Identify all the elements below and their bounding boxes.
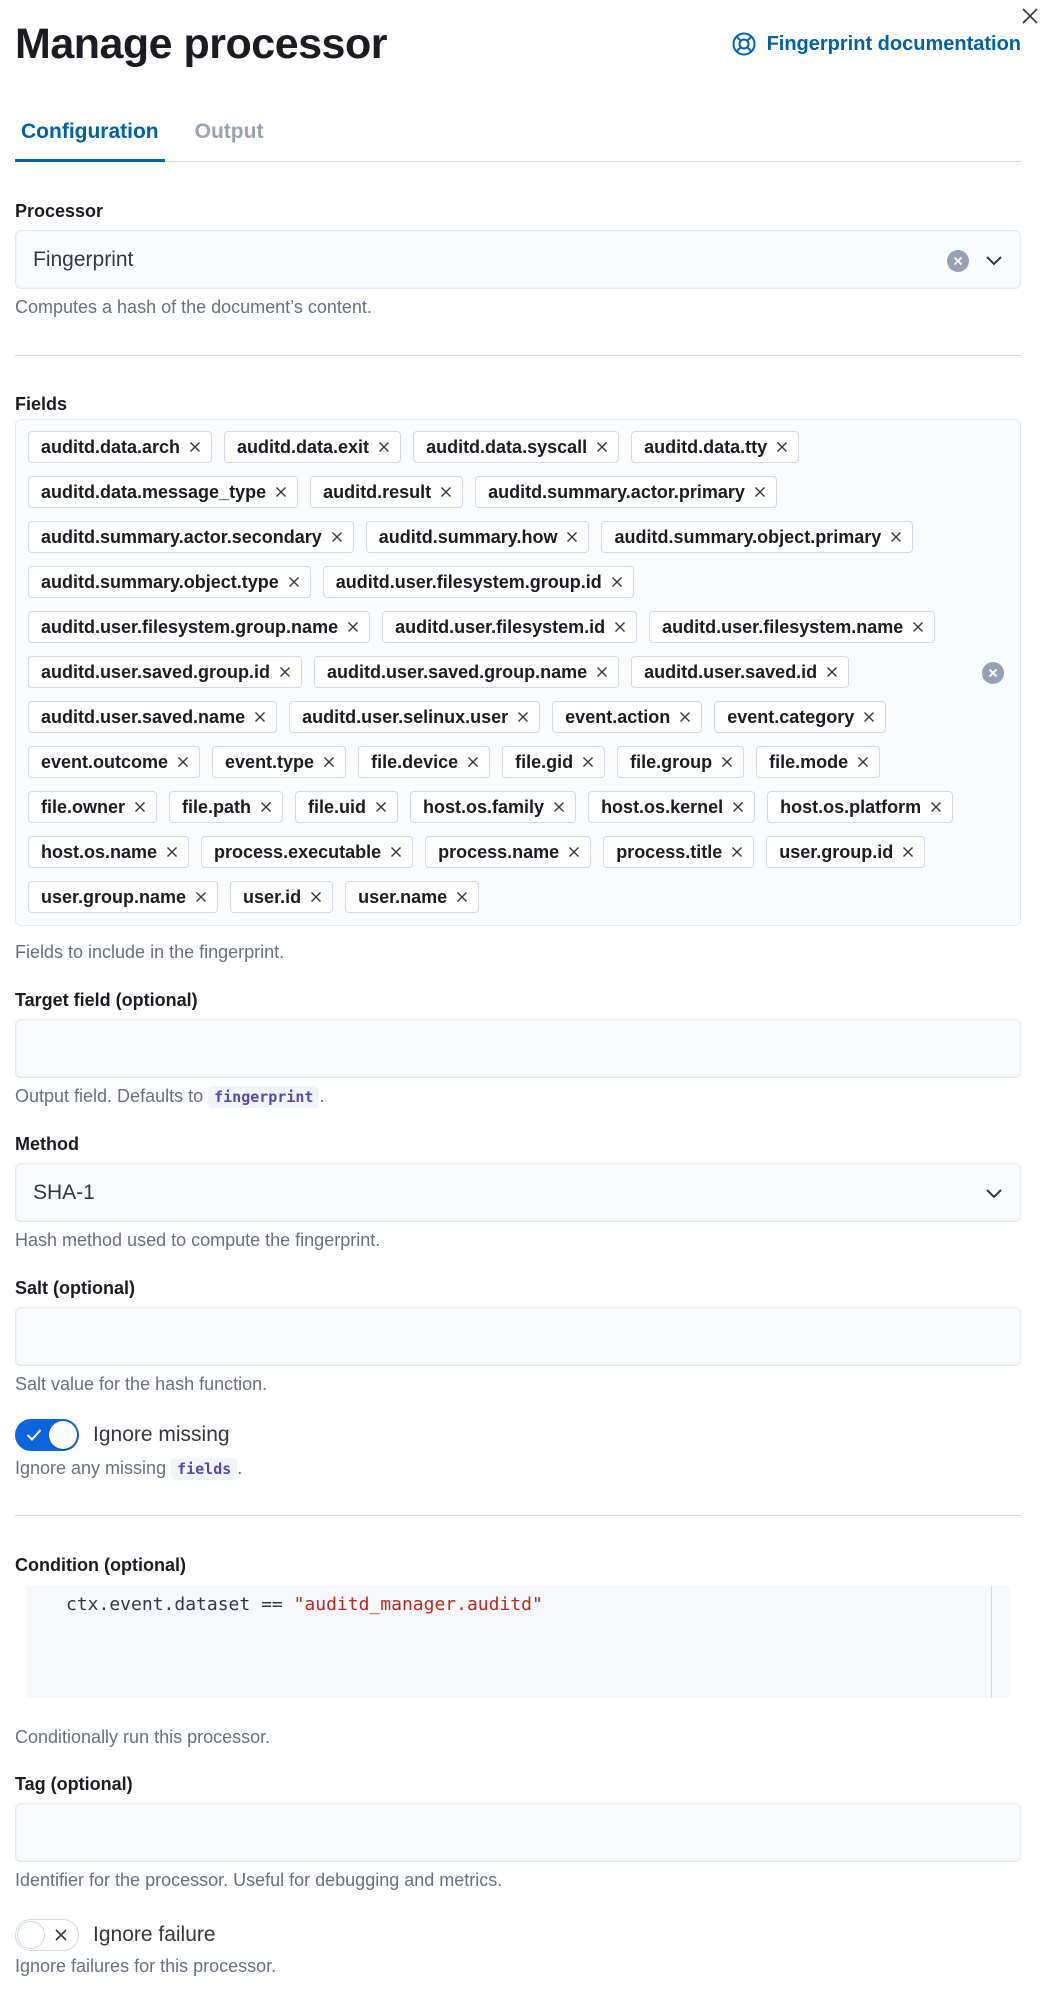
field-chip-label: auditd.user.filesystem.group.name (41, 616, 339, 637)
switch-knob (49, 1421, 77, 1449)
processor-label: Processor (15, 201, 104, 221)
ignore-failure-help-text: Ignore failures for this processor. (15, 1956, 277, 1976)
field-chip (212, 746, 346, 778)
field-chip-label: file.gid (515, 751, 574, 772)
remove-chip-icon[interactable] (375, 801, 387, 813)
remove-chip-icon[interactable] (347, 621, 359, 633)
remove-chip-icon[interactable] (260, 801, 272, 813)
field-chip-label: auditd.user.filesystem.id (395, 616, 606, 637)
field-chip (201, 836, 413, 868)
remove-chip-icon[interactable] (390, 846, 402, 858)
clear-icon (953, 256, 963, 266)
field-chip-label: event.action (565, 706, 671, 727)
field-chip (28, 656, 302, 688)
field-chip (649, 611, 935, 643)
remove-chip-icon[interactable] (275, 486, 287, 498)
processor-select-value: Fingerprint (33, 248, 134, 271)
field-chip-label: user.group.id (779, 841, 894, 862)
field-chip (756, 746, 880, 778)
field-chip-label: auditd.data.arch (41, 436, 181, 457)
tab-configuration[interactable]: Configuration (15, 114, 165, 162)
fields-chip-list (28, 431, 968, 913)
fields-combobox[interactable] (15, 419, 1021, 926)
remove-chip-icon[interactable] (553, 801, 565, 813)
flyout-header (15, 14, 1021, 74)
ignore-missing-fields-code: fields (171, 1458, 237, 1480)
field-chip (766, 836, 925, 868)
switch-knob (17, 1921, 45, 1949)
method-help-text: Hash method used to compute the fingerprint. (15, 1230, 381, 1250)
fields-help-text: Fields to include in the fingerprint. (15, 942, 285, 962)
field-chip-label: file.mode (769, 751, 849, 772)
field-chip (169, 791, 283, 823)
field-chip (601, 521, 913, 553)
remove-chip-icon[interactable] (331, 531, 343, 543)
remove-chip-icon[interactable] (863, 711, 875, 723)
page-title: Manage processor (15, 19, 387, 68)
remove-chip-icon[interactable] (890, 531, 902, 543)
field-chip (382, 611, 637, 643)
remove-chip-icon[interactable] (254, 711, 266, 723)
remove-chip-icon[interactable] (189, 441, 201, 453)
remove-chip-icon[interactable] (596, 666, 608, 678)
field-chip (358, 746, 490, 778)
field-chip (295, 791, 398, 823)
remove-chip-icon[interactable] (310, 891, 322, 903)
remove-chip-icon[interactable] (378, 441, 390, 453)
section-divider (15, 1515, 1021, 1516)
remove-chip-icon[interactable] (582, 756, 594, 768)
salt-input[interactable] (15, 1307, 1021, 1366)
method-select-value: SHA-1 (33, 1181, 95, 1204)
remove-chip-icon[interactable] (721, 756, 733, 768)
tag-label: Tag (optional) (15, 1774, 133, 1794)
field-chip-label: auditd.data.tty (644, 436, 768, 457)
section-divider (15, 355, 1021, 356)
field-chip (28, 431, 212, 463)
field-chip-label: auditd.user.filesystem.group.id (335, 571, 602, 592)
field-chip-label: host.os.platform (780, 796, 922, 817)
target-field-help-prefix: Output field. Defaults to (15, 1086, 204, 1106)
field-chip-label: auditd.summary.actor.primary (488, 481, 745, 502)
target-field-help-text (15, 1086, 324, 1107)
field-chip (314, 656, 619, 688)
processor-help-text: Computes a hash of the document’s content. (15, 297, 372, 317)
ignore-missing-switch[interactable] (15, 1419, 79, 1451)
condition-label: Condition (optional) (15, 1555, 186, 1575)
method-label: Method (15, 1134, 79, 1154)
field-chip (425, 836, 591, 868)
remove-chip-icon[interactable] (596, 441, 608, 453)
ignore-failure-label: Ignore failure (93, 1923, 216, 1946)
field-chip-label: event.category (727, 706, 855, 727)
check-icon (26, 1428, 42, 1442)
field-chip-label: file.path (182, 796, 252, 817)
ignore-failure-switch[interactable] (15, 1919, 79, 1951)
field-chip-label: file.owner (41, 796, 126, 817)
close-icon (1021, 7, 1039, 25)
field-chip-label: auditd.result (323, 481, 432, 502)
target-field-default-code: fingerprint (208, 1086, 319, 1108)
field-chip-label: file.device (371, 751, 459, 772)
condition-code-editor[interactable] (26, 1586, 1010, 1698)
field-chip (310, 476, 463, 508)
field-chip (28, 836, 189, 868)
remove-chip-icon[interactable] (611, 576, 623, 588)
remove-chip-icon[interactable] (902, 846, 914, 858)
remove-chip-icon[interactable] (517, 711, 529, 723)
fields-clear-button[interactable] (982, 662, 1004, 684)
field-chip-label: auditd.summary.how (378, 526, 558, 547)
ignore-missing-help-suffix: . (237, 1458, 243, 1478)
remove-chip-icon[interactable] (566, 531, 578, 543)
target-field-label: Target field (optional) (15, 990, 198, 1010)
field-chip-label: host.os.name (41, 841, 158, 862)
field-chip (28, 701, 277, 733)
field-chip (588, 791, 755, 823)
field-chip (28, 881, 218, 913)
target-field-help-suffix: . (319, 1086, 325, 1106)
field-chip-label: auditd.user.filesystem.name (662, 616, 904, 637)
remove-chip-icon[interactable] (440, 486, 452, 498)
field-chip-label: auditd.summary.object.primary (614, 526, 882, 547)
field-chip-label: host.os.family (423, 796, 545, 817)
chevron-down-icon[interactable] (984, 1183, 1004, 1208)
method-select[interactable] (15, 1163, 1021, 1222)
field-chip (552, 701, 702, 733)
condition-code-line (66, 1594, 543, 1615)
field-chip (767, 791, 953, 823)
field-chip (28, 611, 370, 643)
field-chip (502, 746, 605, 778)
documentation-link-label: Fingerprint documentation (766, 32, 1021, 55)
field-chip (28, 791, 157, 823)
field-chip-label: auditd.user.saved.name (41, 706, 246, 727)
field-chip-label: auditd.data.syscall (426, 436, 588, 457)
remove-chip-icon[interactable] (679, 711, 691, 723)
remove-chip-icon[interactable] (288, 576, 300, 588)
field-chip (714, 701, 886, 733)
field-chip (345, 881, 479, 913)
field-chip (28, 476, 298, 508)
remove-chip-icon[interactable] (467, 756, 479, 768)
fields-label: Fields (15, 394, 68, 414)
documentation-link[interactable] (731, 31, 1021, 57)
field-chip-label: user.group.name (41, 886, 187, 907)
field-chip-label: auditd.user.saved.group.id (41, 661, 271, 682)
salt-label: Salt (optional) (15, 1278, 135, 1298)
tab-bar (15, 114, 1021, 162)
processor-clear-button[interactable] (947, 250, 969, 272)
remove-chip-icon[interactable] (323, 756, 335, 768)
remove-chip-icon[interactable] (456, 891, 468, 903)
field-chip (28, 746, 200, 778)
field-chip-label: user.name (358, 886, 448, 907)
target-field-input[interactable] (15, 1019, 1021, 1078)
field-chip (323, 566, 634, 598)
field-chip-label: file.group (630, 751, 713, 772)
field-chip-label: auditd.data.exit (237, 436, 370, 457)
clear-icon (988, 668, 998, 678)
field-chip (617, 746, 744, 778)
condition-code-expression: ctx.event.dataset == (66, 1594, 294, 1615)
condition-code-string: "auditd_manager.auditd" (293, 1594, 543, 1615)
field-chip-label: auditd.user.selinux.user (302, 706, 509, 727)
field-chip-label: process.executable (214, 841, 382, 862)
ignore-missing-label: Ignore missing (93, 1423, 230, 1446)
field-chip-label: auditd.summary.object.type (41, 571, 279, 592)
field-chip (475, 476, 777, 508)
remove-chip-icon[interactable] (166, 846, 178, 858)
tag-help-text: Identifier for the processor. Useful for debugging and metrics. (15, 1870, 503, 1890)
field-chip (631, 656, 849, 688)
field-chip (603, 836, 754, 868)
remove-chip-icon[interactable] (754, 486, 766, 498)
field-chip (631, 431, 799, 463)
field-chip-label: auditd.user.saved.id (644, 661, 818, 682)
remove-chip-icon[interactable] (732, 801, 744, 813)
field-chip-label: file.uid (308, 796, 367, 817)
salt-help-text: Salt value for the hash function. (15, 1374, 268, 1394)
field-chip-label: event.type (225, 751, 315, 772)
field-chip-label: process.name (438, 841, 560, 862)
field-chip (28, 566, 311, 598)
field-chip-label: user.id (243, 886, 302, 907)
tab-output[interactable]: Output (194, 120, 264, 143)
chevron-down-icon[interactable] (984, 250, 1004, 275)
remove-chip-icon[interactable] (776, 441, 788, 453)
field-chip (410, 791, 576, 823)
help-lifebuoy-icon (731, 31, 757, 57)
remove-chip-icon[interactable] (568, 846, 580, 858)
processor-select[interactable] (15, 230, 1021, 289)
remove-chip-icon[interactable] (857, 756, 869, 768)
field-chip (230, 881, 333, 913)
field-chip-label: event.outcome (41, 751, 169, 772)
condition-help-text: Conditionally run this processor. (15, 1727, 271, 1747)
ignore-missing-help-prefix: Ignore any missing (15, 1458, 167, 1478)
remove-chip-icon[interactable] (826, 666, 838, 678)
field-chip (366, 521, 590, 553)
field-chip (413, 431, 619, 463)
remove-chip-icon[interactable] (912, 621, 924, 633)
cross-icon (54, 1928, 68, 1942)
field-chip-label: auditd.summary.actor.secondary (41, 526, 322, 547)
ignore-missing-help-text (15, 1458, 242, 1479)
field-chip (289, 701, 540, 733)
field-chip-label: process.title (616, 841, 723, 862)
field-chip-label: auditd.user.saved.group.name (327, 661, 588, 682)
tag-input[interactable] (15, 1803, 1021, 1862)
remove-chip-icon[interactable] (279, 666, 291, 678)
remove-chip-icon[interactable] (614, 621, 626, 633)
editor-scrollbar[interactable] (991, 1586, 992, 1698)
remove-chip-icon[interactable] (177, 756, 189, 768)
field-chip-label: host.os.kernel (601, 796, 724, 817)
remove-chip-icon[interactable] (930, 801, 942, 813)
remove-chip-icon[interactable] (731, 846, 743, 858)
remove-chip-icon[interactable] (195, 891, 207, 903)
remove-chip-icon[interactable] (134, 801, 146, 813)
field-chip (28, 521, 354, 553)
field-chip (224, 431, 401, 463)
field-chip-label: auditd.data.message_type (41, 481, 267, 502)
